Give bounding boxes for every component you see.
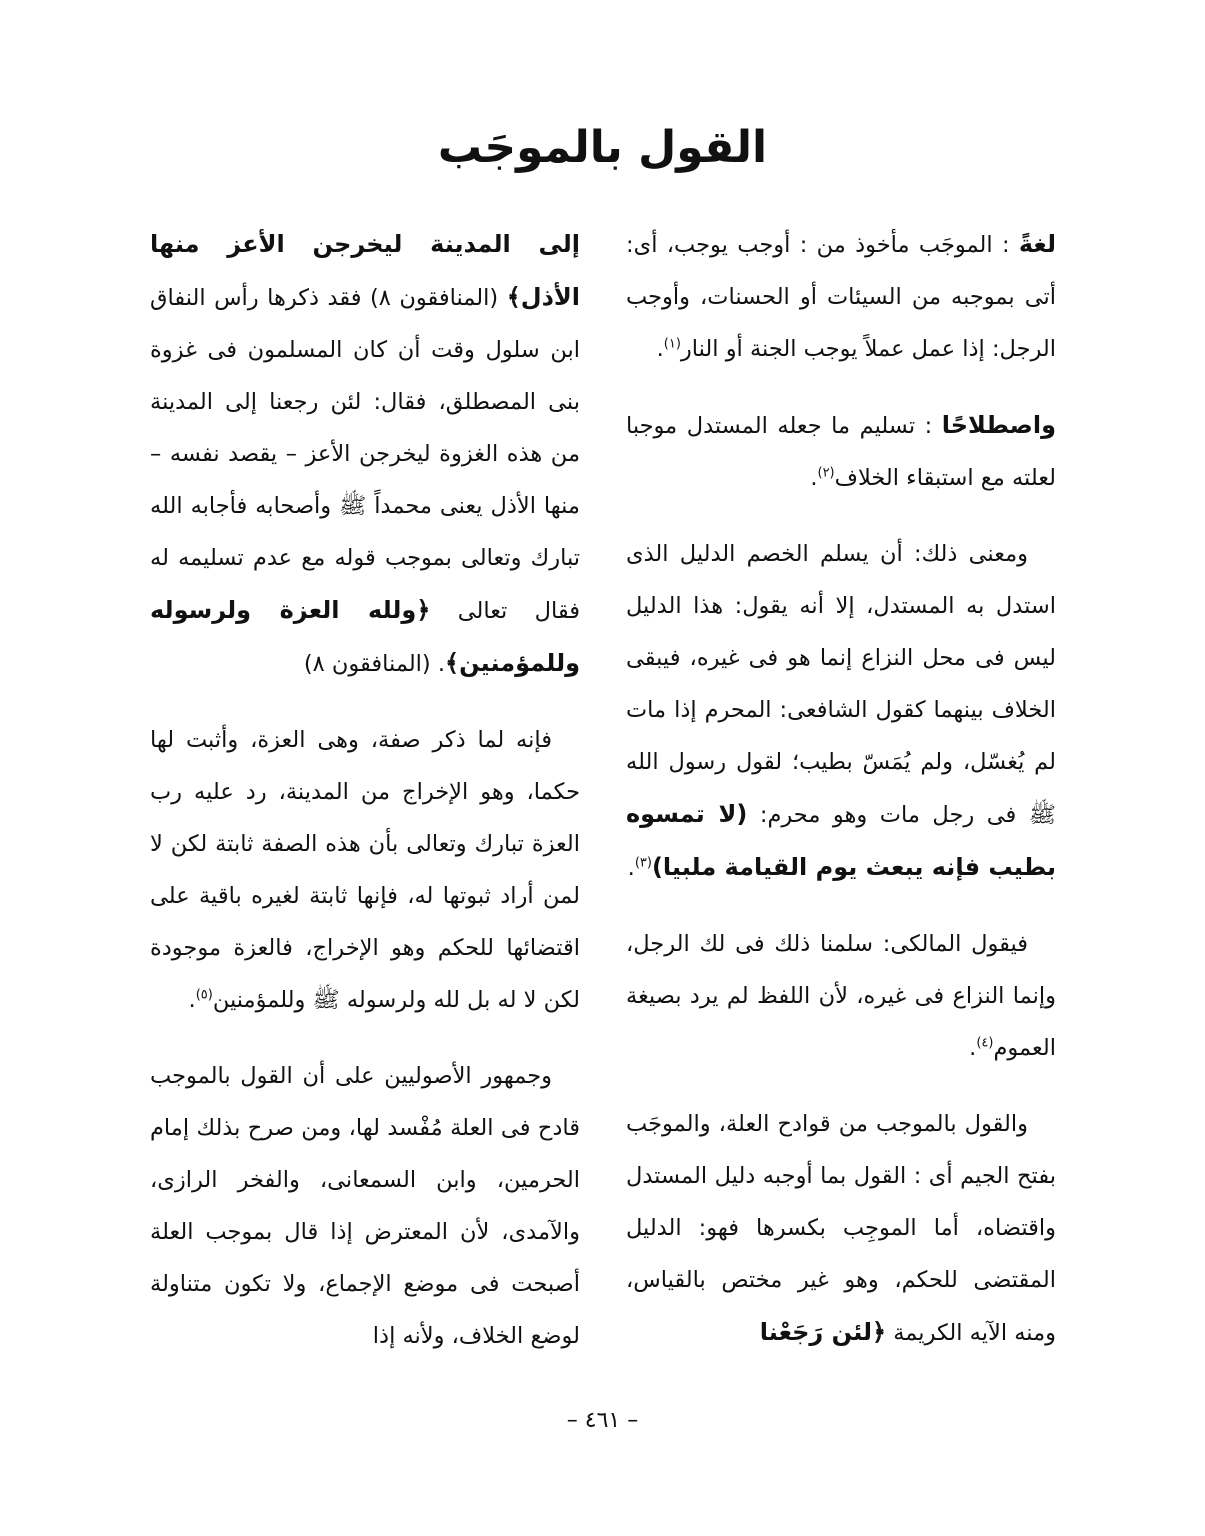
paragraph-qawadih (626, 1098, 1056, 1359)
paragraph-lugha (626, 218, 1056, 375)
paragraph-end: . (188, 987, 196, 1013)
paragraph-munafiqun (150, 218, 580, 690)
paragraph-text: : الموجَب مأخوذ من : أوجب يوجب، أى: أتى بموجبه من السيئات أو الحسنات، وأوجب الرجل: إذا عمل عملاً يوجب الجنة أو النار (626, 232, 1056, 362)
term-lugha: لغةً (1018, 230, 1056, 258)
footnote-ref: (١) (663, 336, 681, 352)
footnote-ref: (٥) (195, 987, 213, 1003)
paragraph-istilah (626, 399, 1056, 504)
footnote-ref: (٤) (976, 1035, 994, 1051)
paragraph-meaning (626, 528, 1056, 894)
paragraph-text: . (المنافقون ٨) (303, 651, 446, 677)
paragraph-end: . (810, 465, 818, 491)
paragraph-text: فيقول المالكى: سلمنا ذلك فى لك الرجل، وإنما النزاع فى غيره، لأن اللفظ لم يرد بصيغة العموم (626, 931, 1056, 1061)
quran-quote: ﴿لئن رَجَعْنا (759, 1318, 887, 1346)
paragraph-text: (المنافقون ٨) فقد ذكرها رأس النفاق ابن سلول وقت أن كان المسلمون فى غزوة بنى المصطلق، فقال: لئن رجعنا إلى المدينة من هذه الغزوة ليخرجن الأعز – يقصد نفسه – منها الأذل يعنى محمداً ﷺ وأصحابه فأجابه الله تبارك وتعالى بموجب قوله مع عدم تسليمه له فقال تعالى (150, 285, 580, 624)
footnote-ref: (٢) (817, 465, 835, 481)
right-column (626, 218, 1056, 1383)
term-istilah: واصطلاحًا (941, 411, 1056, 439)
paragraph-text: وجمهور الأصوليين على أن القول بالموجب قادح فى العلة مُفْسد لها، ومن صرح بذلك إمام الحرمين، وابن السمعانى، والفخر الرازى، والآمدى، لأن المعترض إذا قال بموجب العلة أصبحت فى موضع الإجماع، ولا تكون متناولة لوضع الخلاف، ولأنه إذا (150, 1063, 580, 1349)
paragraph-text: : تسليم ما جعله المستدل موجبا لعلته مع استبقاء الخلاف (626, 413, 1056, 491)
paragraph-text: والقول بالموجب من قوادح العلة، والموجَب بفتح الجيم أى : القول بما أوجبه دليل المستدل واقتضاه، أما الموجِب بكسرها فهو: الدليل المقتضى للحكم، وهو غير مختص بالقياس، ومنه الآيه الكريمة (626, 1111, 1056, 1346)
hadith-quote: (لا تمسوه بطيب فإنه يبعث يوم القيامة ملبيا) (626, 800, 1056, 881)
paragraph-text: ومعنى ذلك: أن يسلم الخصم الدليل الذى استدل به المستدل، إلا أنه يقول: هذا الدليل ليس فى محل النزاع إنما هو فى غيره، فيبقى الخلاف بينهما كقول الشافعى: المحرم إذا مات لم يُغسّل، ولم يُمَسّ بطيب؛ لقول رسول الله ﷺ فى رجل مات وهو محرم: (626, 541, 1056, 828)
left-column (150, 218, 580, 1386)
quran-quote: ﴿ولله العزة ولرسوله وللمؤمنين﴾ (150, 596, 580, 677)
paragraph-text: فإنه لما ذكر صفة، وهى العزة، وأثبت لها حكما، وهو الإخراج من المدينة، رد عليه رب العزة تبارك وتعالى بأن هذه الصفة ثابتة لكن لا لمن أراد ثبوتها له، فإنها ثابتة لغيره باقية على اقتضائها للحكم وهو الإخراج، فالعزة موجودة لكن لا له بل لله ولرسوله ﷺ وللمؤمنين (150, 727, 580, 1013)
paragraph-jumhur (150, 1050, 580, 1362)
footnote-ref: (٣) (634, 855, 652, 871)
quran-quote: إلى المدينة ليخرجن الأعز منها الأذل﴾ (150, 230, 580, 311)
page-number: – ٤٦١ – (566, 1408, 639, 1433)
page-title: القول بالموجَب (437, 122, 768, 173)
paragraph-maliki (626, 918, 1056, 1074)
paragraph-izza (150, 714, 580, 1026)
paragraph-end: . (627, 855, 635, 881)
paragraph-end: . (656, 336, 664, 362)
paragraph-end: . (969, 1035, 977, 1061)
